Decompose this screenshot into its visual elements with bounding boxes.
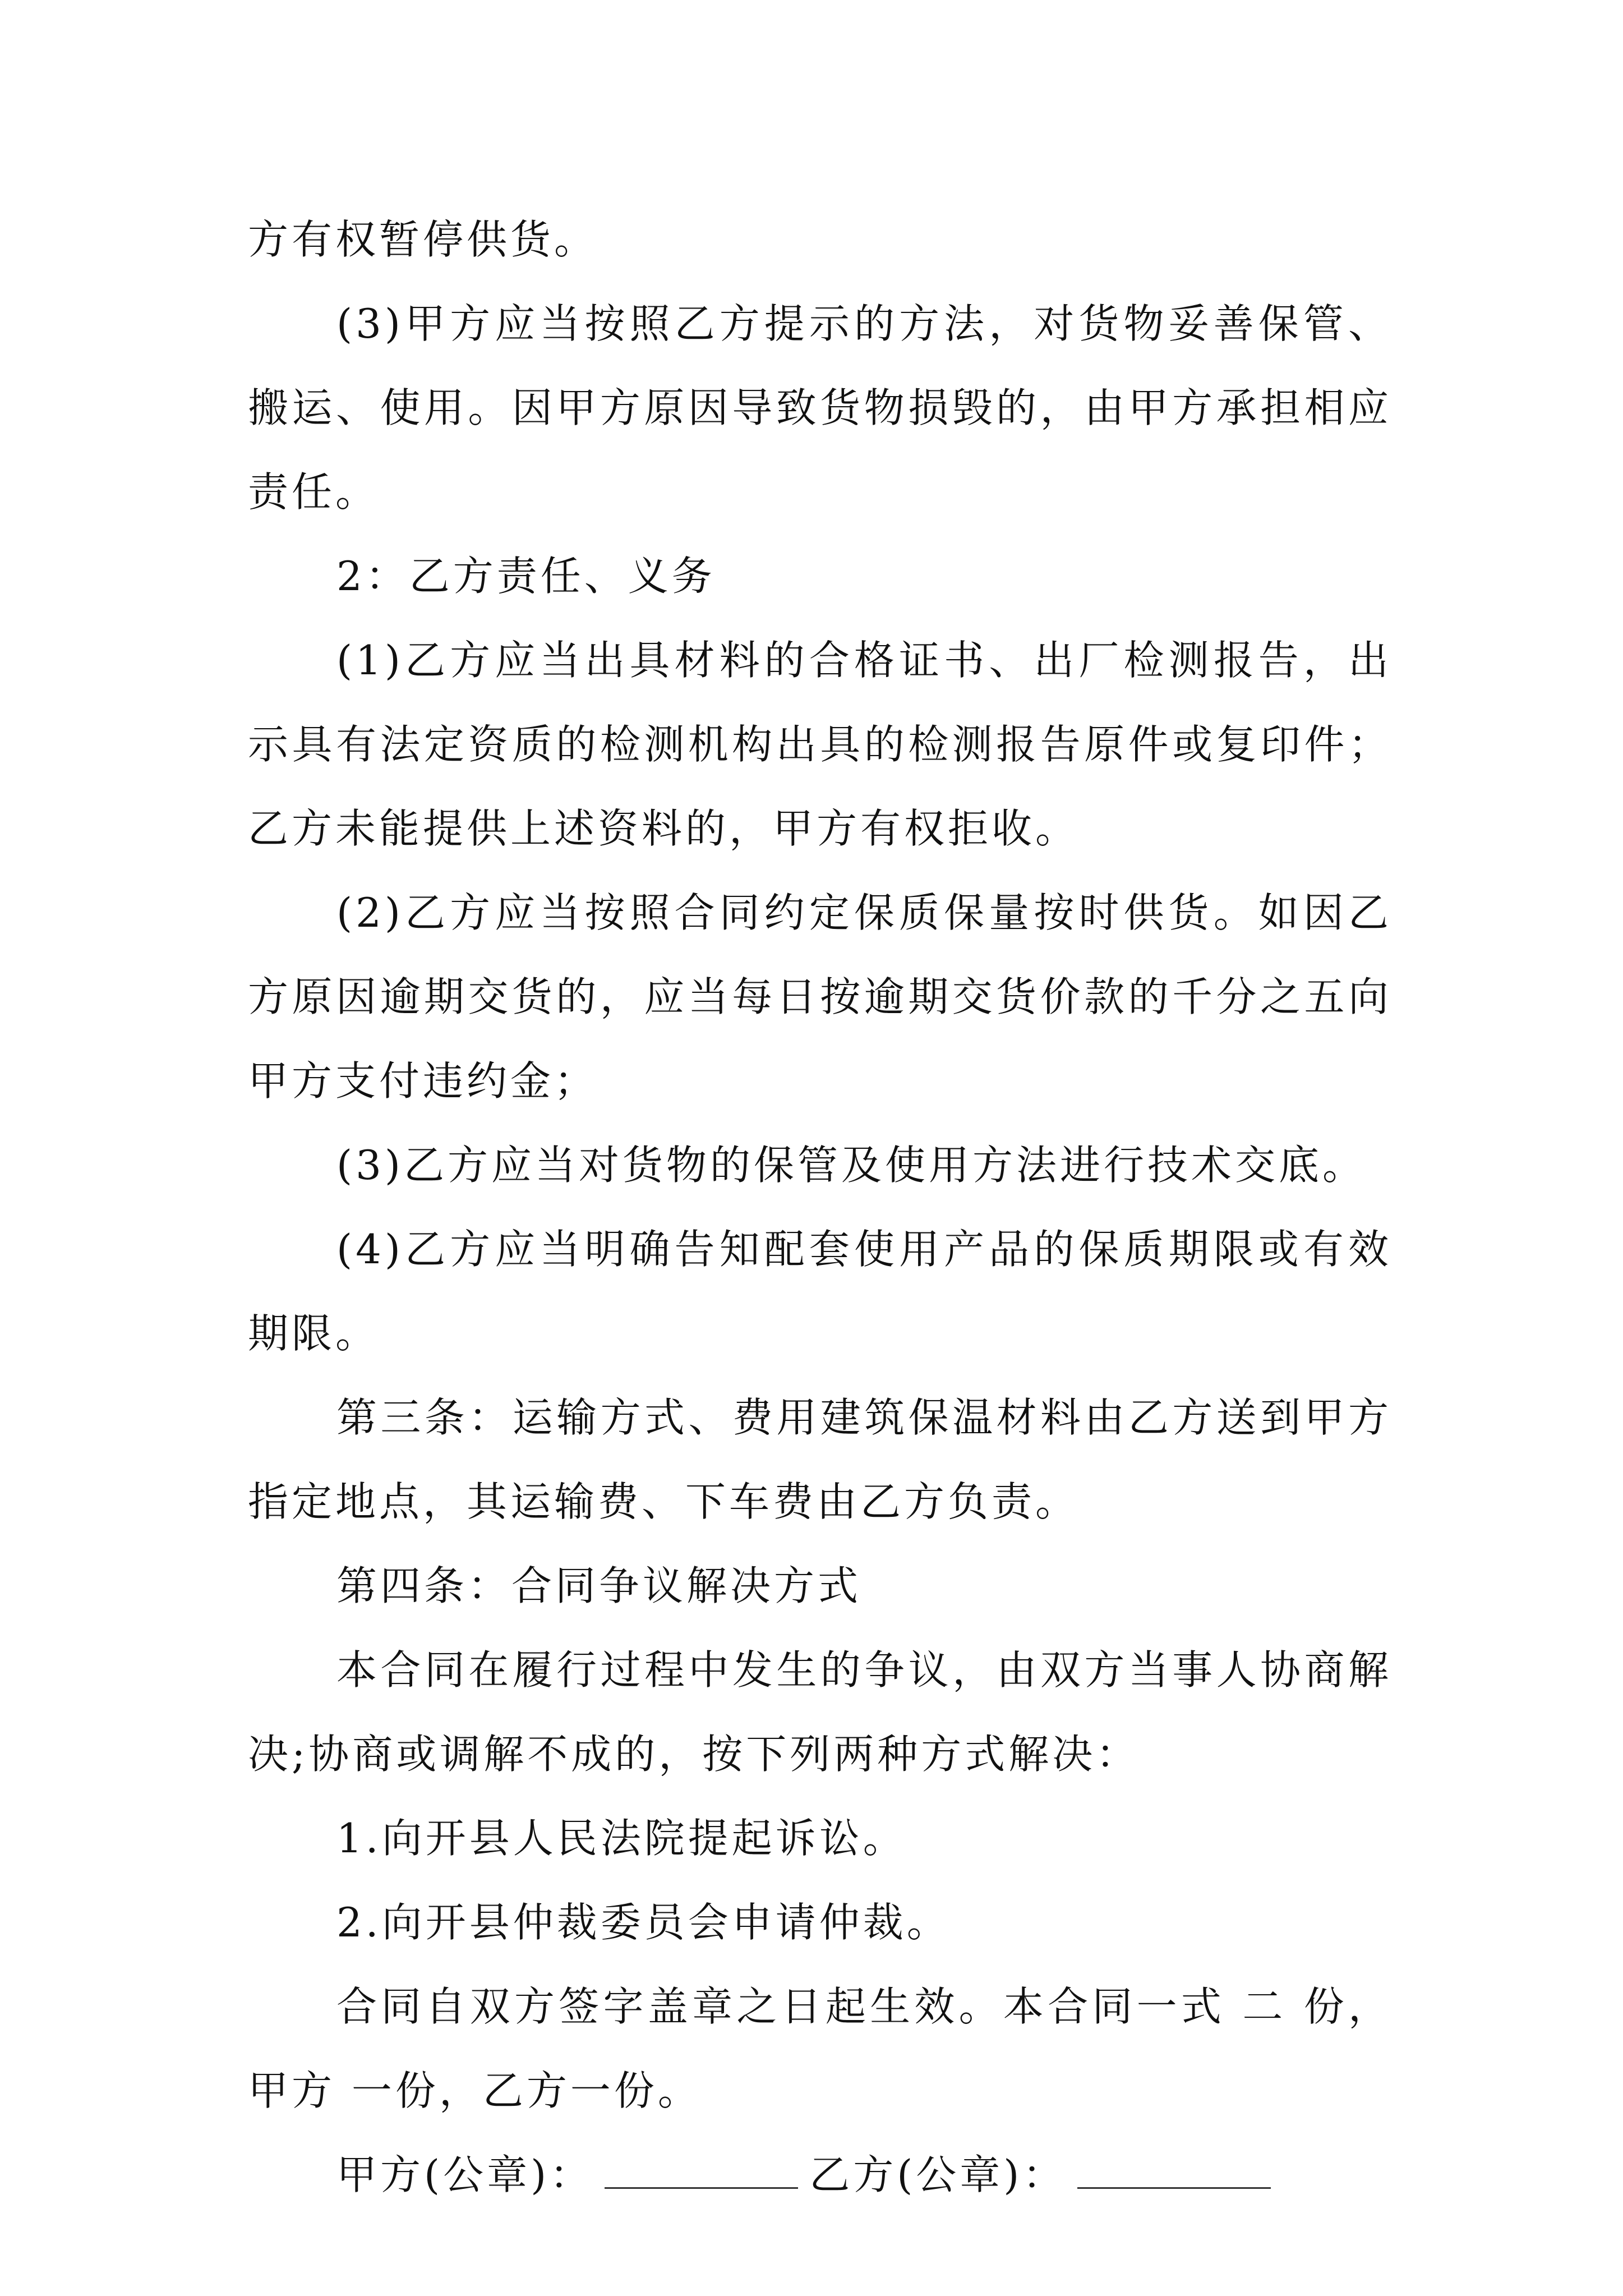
party-b-seal-label: 乙方(公章)： xyxy=(809,2151,1067,2198)
paragraph: 第三条：运输方式、费用建筑保温材料由乙方送到甲方指定地点，其运输费、下车费由乙方负责。 xyxy=(248,1394,1392,1525)
paragraph: 本合同在履行过程中发生的争议，由双方当事人协商解决;协商或调解不成的，按下列两种方式解决： xyxy=(248,1646,1392,1778)
list-item: 1.向开县人民法院提起诉讼。 xyxy=(336,1815,907,1862)
party-a-seal-blank xyxy=(605,2148,798,2189)
signature-line xyxy=(248,2133,1392,2217)
paragraph: 方有权暂停供货。 xyxy=(248,216,598,263)
party-b-seal-blank xyxy=(1077,2148,1271,2189)
paragraph: (3)乙方应当对货物的保管及使用方法进行技术交底。 xyxy=(336,1142,1366,1189)
paragraph: (4)乙方应当明确告知配套使用产品的保质期限或有效期限。 xyxy=(248,1226,1392,1357)
paragraph: (1)乙方应当出具材料的合格证书、出厂检测报告，出示具有法定资质的检测机构出具的检测报告原件或复印件；乙方未能提供上述资料的，甲方有权拒收。 xyxy=(248,637,1392,852)
section-heading: 第四条：合同争议解决方式 xyxy=(336,1562,862,1609)
party-a-seal-label: 甲方(公章)： xyxy=(336,2151,594,2198)
paragraph: 合同自双方签字盖章之日起生效。本合同一式 二 份，甲方 一份，乙方一份。 xyxy=(248,1983,1392,2114)
section-heading: 2：乙方责任、义务 xyxy=(336,553,716,600)
list-item: 2.向开县仲裁委员会申请仲裁。 xyxy=(336,1899,951,1946)
paragraph: (2)乙方应当按照合同约定保质保量按时供货。如因乙方原因逾期交货的，应当每日按逾期交货价款的千分之五向甲方支付违约金； xyxy=(248,889,1392,1105)
contract-body xyxy=(248,197,1392,2217)
paragraph: (3)甲方应当按照乙方提示的方法，对货物妥善保管、搬运、使用。因甲方原因导致货物损毁的，由甲方承担相应责任。 xyxy=(248,300,1392,516)
